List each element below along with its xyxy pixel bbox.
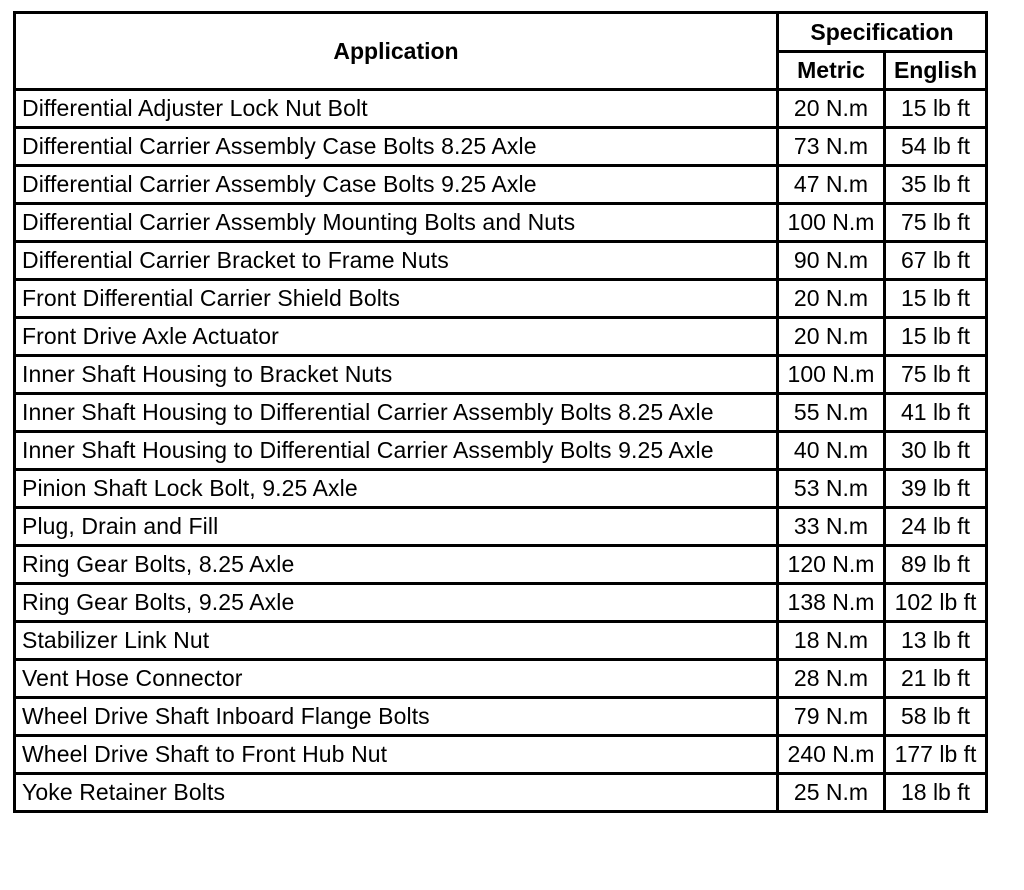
table-row [15, 622, 987, 660]
table-row [15, 90, 987, 128]
cell-application: Front Differential Carrier Shield Bolts [15, 280, 778, 318]
cell-metric: 47 N.m [778, 166, 885, 204]
table-row [15, 166, 987, 204]
cell-application: Front Drive Axle Actuator [15, 318, 778, 356]
cell-metric: 120 N.m [778, 546, 885, 584]
cell-english: 75 lb ft [885, 204, 987, 242]
cell-english: 24 lb ft [885, 508, 987, 546]
cell-english: 13 lb ft [885, 622, 987, 660]
cell-application: Ring Gear Bolts, 9.25 Axle [15, 584, 778, 622]
cell-application: Ring Gear Bolts, 8.25 Axle [15, 546, 778, 584]
cell-application: Differential Adjuster Lock Nut Bolt [15, 90, 778, 128]
cell-english: 15 lb ft [885, 90, 987, 128]
cell-application: Pinion Shaft Lock Bolt, 9.25 Axle [15, 470, 778, 508]
cell-application: Inner Shaft Housing to Differential Carrier Assembly Bolts 9.25 Axle [15, 432, 778, 470]
cell-english: 30 lb ft [885, 432, 987, 470]
cell-application: Inner Shaft Housing to Differential Carrier Assembly Bolts 8.25 Axle [15, 394, 778, 432]
cell-application: Differential Carrier Assembly Case Bolts 9.25 Axle [15, 166, 778, 204]
cell-application: Differential Carrier Bracket to Frame Nuts [15, 242, 778, 280]
cell-metric: 240 N.m [778, 736, 885, 774]
cell-metric: 53 N.m [778, 470, 885, 508]
cell-english: 35 lb ft [885, 166, 987, 204]
cell-application: Differential Carrier Assembly Mounting Bolts and Nuts [15, 204, 778, 242]
cell-metric: 28 N.m [778, 660, 885, 698]
table-row [15, 584, 987, 622]
table-row [15, 660, 987, 698]
cell-english: 75 lb ft [885, 356, 987, 394]
cell-metric: 25 N.m [778, 774, 885, 812]
table-header [15, 13, 987, 90]
cell-metric: 18 N.m [778, 622, 885, 660]
cell-english: 54 lb ft [885, 128, 987, 166]
cell-application: Wheel Drive Shaft to Front Hub Nut [15, 736, 778, 774]
cell-english: 41 lb ft [885, 394, 987, 432]
cell-application: Vent Hose Connector [15, 660, 778, 698]
table-row [15, 508, 987, 546]
header-application: Application [15, 13, 778, 90]
table-row [15, 242, 987, 280]
cell-application: Plug, Drain and Fill [15, 508, 778, 546]
cell-english: 39 lb ft [885, 470, 987, 508]
cell-metric: 40 N.m [778, 432, 885, 470]
cell-english: 67 lb ft [885, 242, 987, 280]
table-row [15, 698, 987, 736]
cell-metric: 100 N.m [778, 204, 885, 242]
cell-english: 177 lb ft [885, 736, 987, 774]
cell-application: Stabilizer Link Nut [15, 622, 778, 660]
cell-metric: 55 N.m [778, 394, 885, 432]
table-row [15, 356, 987, 394]
cell-english: 15 lb ft [885, 280, 987, 318]
cell-metric: 20 N.m [778, 280, 885, 318]
header-metric: Metric [778, 51, 885, 90]
cell-metric: 73 N.m [778, 128, 885, 166]
cell-metric: 20 N.m [778, 318, 885, 356]
cell-english: 21 lb ft [885, 660, 987, 698]
cell-english: 58 lb ft [885, 698, 987, 736]
cell-metric: 90 N.m [778, 242, 885, 280]
table-row [15, 280, 987, 318]
header-english: English [885, 51, 987, 90]
table-row [15, 318, 987, 356]
cell-metric: 100 N.m [778, 356, 885, 394]
cell-metric: 33 N.m [778, 508, 885, 546]
cell-metric: 79 N.m [778, 698, 885, 736]
table-body [15, 90, 987, 812]
table-row [15, 774, 987, 812]
table-row [15, 394, 987, 432]
cell-metric: 138 N.m [778, 584, 885, 622]
fastener-spec-table [13, 11, 988, 813]
table-row [15, 736, 987, 774]
table-row [15, 432, 987, 470]
header-specification: Specification [778, 13, 987, 52]
cell-application: Inner Shaft Housing to Bracket Nuts [15, 356, 778, 394]
table-row [15, 546, 987, 584]
table-row [15, 128, 987, 166]
cell-application: Yoke Retainer Bolts [15, 774, 778, 812]
cell-english: 18 lb ft [885, 774, 987, 812]
cell-english: 15 lb ft [885, 318, 987, 356]
cell-english: 89 lb ft [885, 546, 987, 584]
cell-metric: 20 N.m [778, 90, 885, 128]
cell-english: 102 lb ft [885, 584, 987, 622]
table-row [15, 204, 987, 242]
cell-application: Differential Carrier Assembly Case Bolts 8.25 Axle [15, 128, 778, 166]
cell-application: Wheel Drive Shaft Inboard Flange Bolts [15, 698, 778, 736]
table-row [15, 470, 987, 508]
